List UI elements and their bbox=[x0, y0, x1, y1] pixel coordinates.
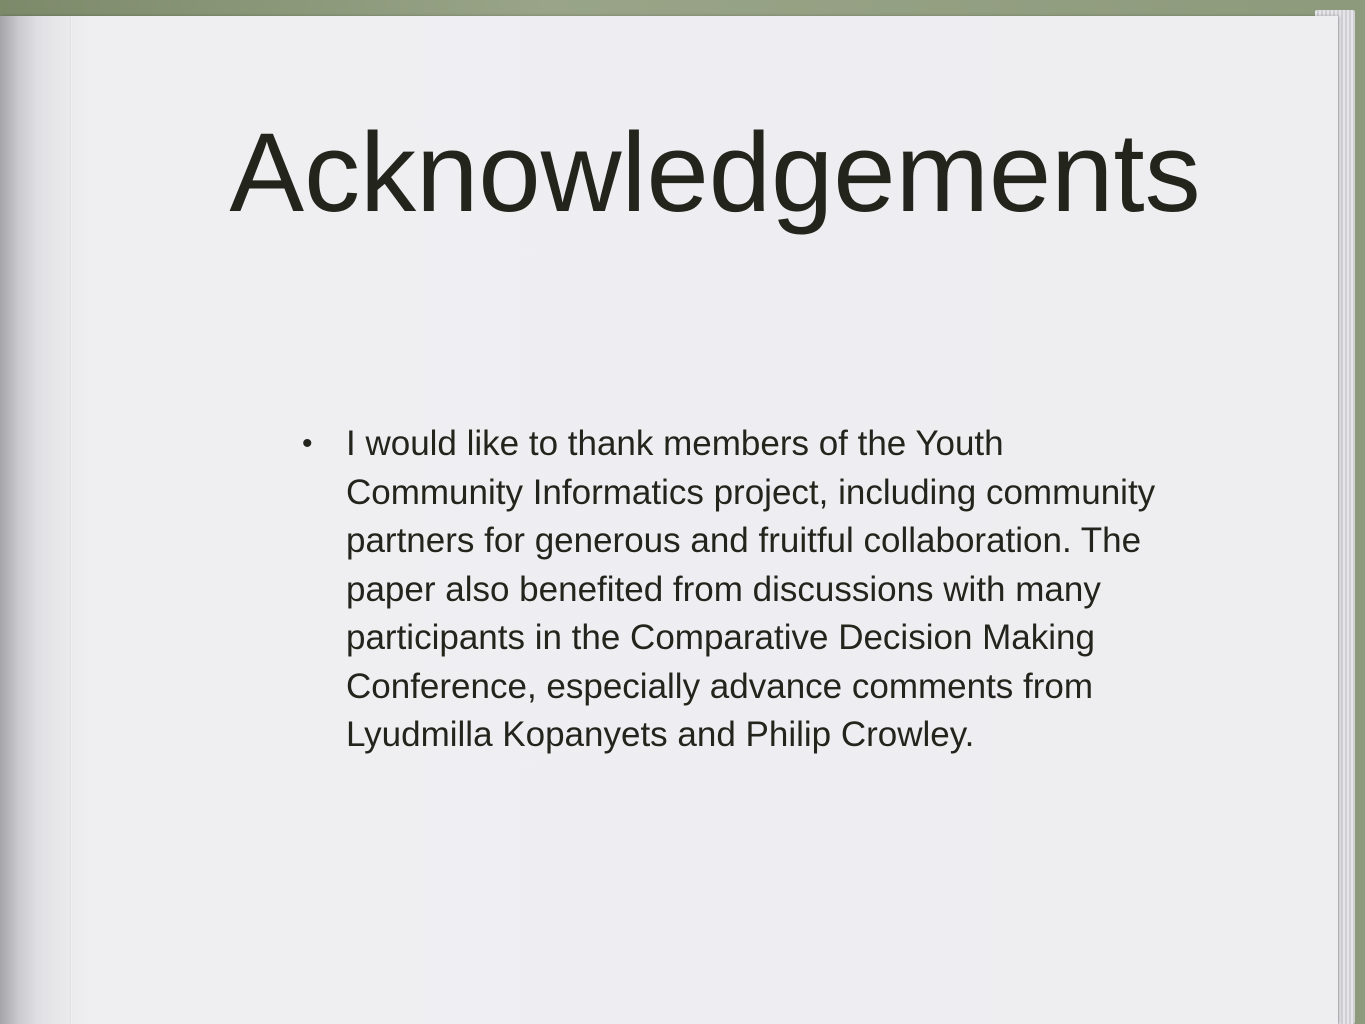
bullet-text: I would like to thank members of the Youth Community Informatics project, including community partners for generous and fruitful collaboration. The paper also benefited from discussions with many participants in the Comparative Decision Making Conference, especially advance comments from Lyudmilla Kopanyets and Philip Crowley. bbox=[346, 424, 1156, 754]
bullet-marker: • bbox=[302, 427, 313, 460]
bullet-item bbox=[298, 420, 1178, 760]
slide-title: Acknowledgements bbox=[229, 110, 1201, 235]
notebook-page bbox=[0, 16, 1338, 1024]
bullet-list bbox=[298, 420, 1178, 760]
